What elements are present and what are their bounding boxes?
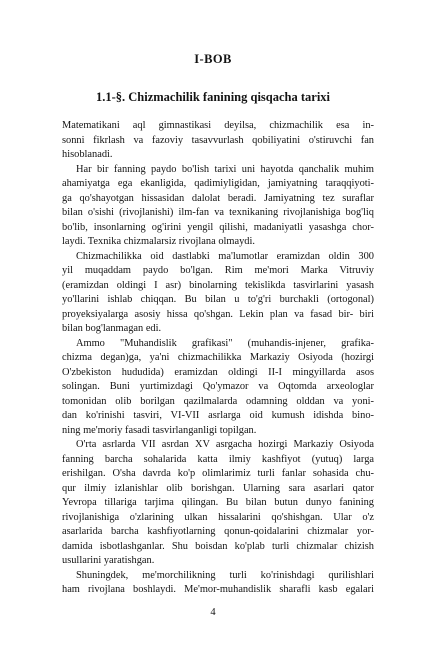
text-line: yo'llarini ishlab chiqqan. Bu bilan u to'g'ri burchakli (ortogonal) [62, 294, 374, 305]
chapter-title: I-BOB [194, 52, 232, 66]
text-line: Matematikani aql gimnastikasi deyilsa, chizmachilik esa in- [62, 120, 374, 131]
text-line: bilan bog'lanmagan edi. [62, 323, 162, 334]
text-line: ahamiyatga ega ekanligida, qadimiyligidan, jamiyatning taraqqiyoti- [62, 178, 374, 189]
text-line: chizma degan)ga, ya'ni chizmachilikka Markaziy Osiyoda (hozirgi [62, 352, 374, 363]
section-title: 1.1-§. Chizmachilik fanining qisqacha tarixi [95, 90, 331, 104]
text-line: Shuningdek, me'morchilikning turli ko'rinishdagi qurilishlari [76, 569, 374, 581]
text-line: Har bir fanning paydo bo'lish tarixi uni hayotda qanchalik muhim [76, 163, 374, 175]
text-line: ham rivojlana boshlaydi. Me'mor-muhandislik sharafli kasb egalari [62, 584, 374, 595]
text-line: erishilgan. O'sha davrda ko'p olimlarimiz turli fanlar sohasida chu- [62, 468, 374, 479]
text-line: Yevropa tillariga tarjima qilingan. Bu bilan butun dunyo fanining [62, 497, 374, 508]
text-line: rivojlanishiga o'zlarining ulkan hissalarini qo'shishgan. Ular o'z [62, 511, 374, 523]
text-line: damida isbotlashganlar. Shu boisdan ko'plab turli chizmalar chizish [62, 540, 374, 552]
text-line: ning me'moriy fasadi tasvirlanganligi topilgan. [62, 424, 257, 436]
text-line: tomonidan olib borilgan qazilmalarda odamning olddan va yoni- [62, 395, 374, 407]
text-line: sonni fikrlash va fazoviy tasavvurlash qobiliyatini o'stiruvchi fan [62, 134, 374, 146]
text-line: bo'lib, insonlarning og'irini yengil qilishi, madaniyatli yasashga chor- [62, 221, 374, 233]
text-line: asarlarida barcha kashfiyotlarning qonun-qoidalarini chizmalar yor- [62, 526, 374, 537]
text-line: solingan. Buni yurtimizdagi Qo'ymazor va Oqtomda arxeologlar [62, 381, 374, 392]
page-number: 4 [210, 607, 216, 618]
text-line: Ammo "Muhandislik grafikasi" (muhandis-injener, grafika- [76, 337, 374, 349]
text-line: qur ilmiy izlanishlar olib borishgan. Ularning sara asarlari qator [62, 482, 374, 494]
body-text [62, 119, 374, 598]
text-line: laydi. Texnika chizmalarsiz rivojlana olmaydi. [62, 236, 255, 247]
text-line: (eramizdan oldingi I asr) binolarning tekislikda tasvirlarini yasash [62, 279, 374, 291]
text-line: bilan o'sishi (rivojlanishi) ilm-fan va texnikaning rivojlanishiga bog'liq [62, 207, 374, 218]
text-line: fanning barcha sohalarida katta ilmiy kashfiyot (yutuq) larga [62, 453, 374, 465]
text-line: ga qo'shayotgan hissasidan dalolat beradi. Jamiyatning tez suraflar [62, 192, 374, 204]
text-line: O'rta asrlarda VII asrdan XV asrgacha hozirgi Markaziy Osiyoda [76, 439, 374, 450]
text-line: hisoblanadi. [62, 149, 113, 160]
text-line: Chizmachilikka oid dastlabki ma'lumotlar eramizdan oldin 300 [76, 250, 374, 262]
text-line: yil muqaddam paydo bo'lgan. Rim me'mori Marka Vitruviy [62, 265, 374, 276]
text-line: usullarini yaratishgan. [62, 555, 155, 566]
text-line: dan ko'rinishi tasviri, VI-VII asrlarga oid kumush idishda bino- [62, 410, 374, 421]
text-line: O'zbekiston hududida) eramizdan oldingi II-I mingyillarda asos [62, 366, 374, 378]
text-line: proyeksiyalarga asosiy hissa qo'shgan. Lekin plan va fasad bir- biri [62, 308, 374, 320]
